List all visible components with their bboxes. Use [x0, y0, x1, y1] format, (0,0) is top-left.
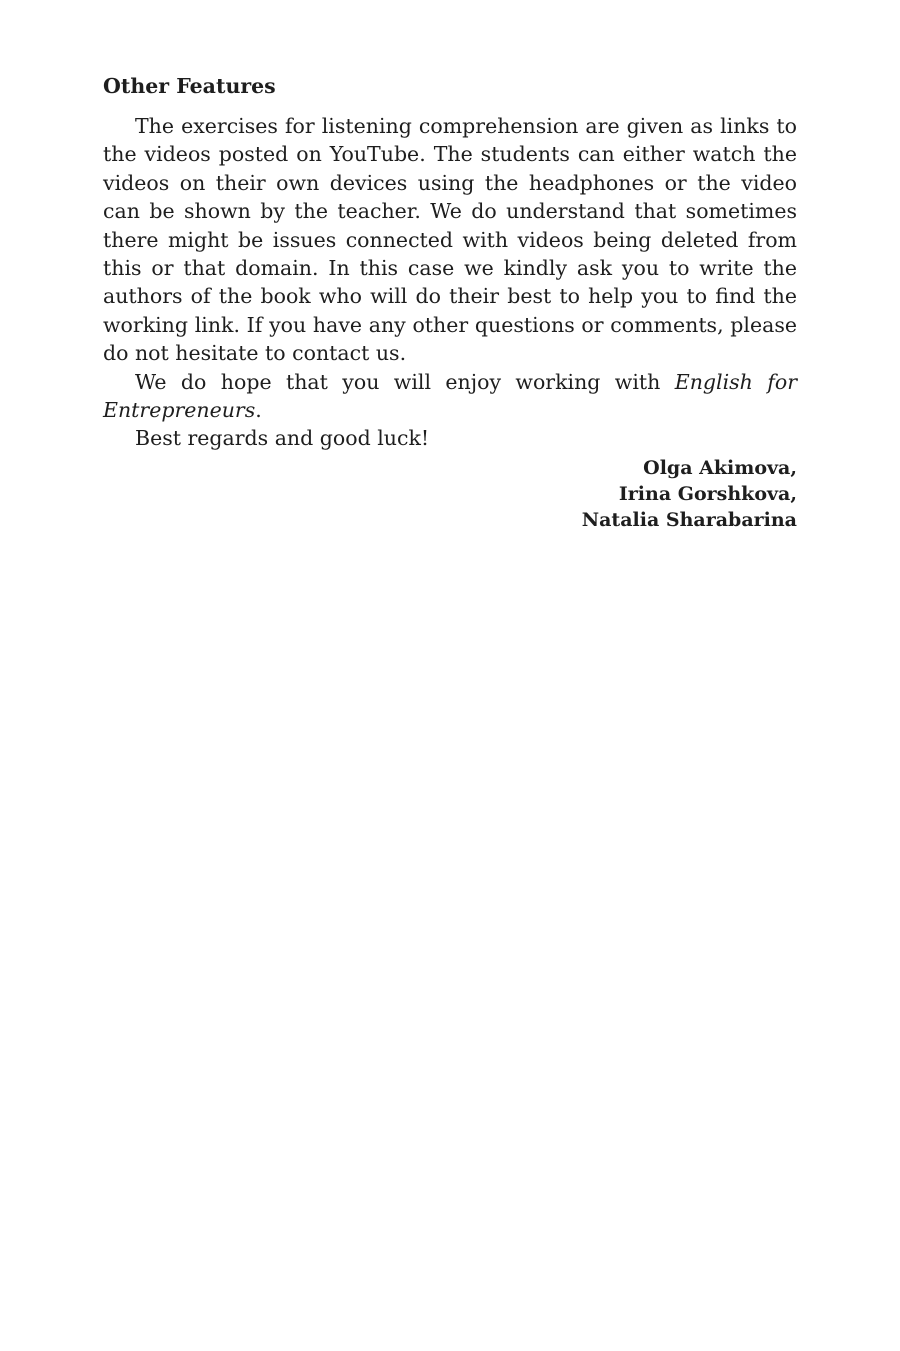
paragraph-listening-exercises: The exercises for listening comprehension are given as links to the videos posted on YouTube. The students can either watch the videos on their own devices using the headphones or the video can be shown by the teacher. We do understand that sometimes there might be issues connected with videos being deleted from this or that domain. In this case we kindly ask you to write the authors of the book who will do their best to help you to find the working link. If you have any other questions or comments, please do not hesitate to contact us.: [103, 114, 797, 366]
paragraph-closing: Best regards and good luck!: [135, 426, 430, 451]
paragraph-enjoy-text: We do hope that you will enjoy working with: [135, 369, 675, 394]
paragraph-enjoy-working: [103, 368, 797, 425]
author-name: Irina Gorshkova,: [618, 482, 797, 505]
page-body: [103, 72, 797, 533]
book-title: English for Entrepreneurs: [103, 369, 797, 423]
author-name: Olga Akimova,: [643, 456, 797, 479]
signature-block: [103, 455, 797, 533]
paragraph-enjoy-period: .: [255, 398, 262, 423]
author-name: Natalia Sharabarina: [581, 508, 797, 531]
section-heading: Other Features: [103, 74, 276, 98]
